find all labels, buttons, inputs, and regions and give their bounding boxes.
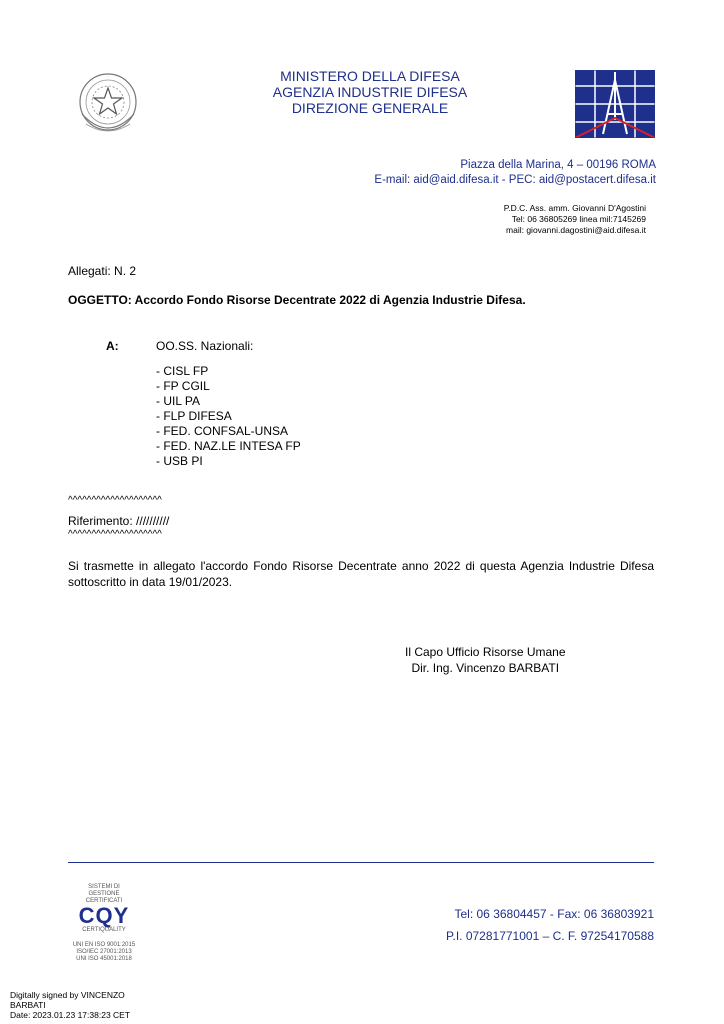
list-item: - CISL FP bbox=[156, 364, 209, 378]
footer-divider bbox=[68, 862, 654, 863]
certification-mark bbox=[72, 884, 136, 963]
header-line-ministry: MINISTERO DELLA DIFESA bbox=[280, 68, 460, 84]
reference-line: Riferimento: ////////// bbox=[68, 514, 170, 528]
signature-role: Il Capo Ufficio Risorse Umane bbox=[405, 645, 566, 659]
contact-block bbox=[504, 203, 646, 236]
subject-line: OGGETTO: Accordo Fondo Risorse Decentrate 2022 di Agenzia Industrie Difesa. bbox=[68, 293, 526, 307]
digital-signature bbox=[10, 990, 130, 1020]
list-item: - FED. NAZ.LE INTESA FP bbox=[156, 439, 301, 453]
footer-tel-fax: Tel: 06 36804457 - Fax: 06 36803921 bbox=[454, 907, 654, 921]
recipients-label: A: bbox=[106, 339, 119, 353]
signature-name: Dir. Ing. Vincenzo BARBATI bbox=[411, 661, 560, 675]
cert-lines bbox=[72, 942, 136, 963]
cert-line: UNI EN ISO 9001:2015 bbox=[72, 942, 136, 948]
footer-piva-cf: P.I. 07281771001 – C. F. 97254170588 bbox=[446, 929, 654, 943]
recipients-list bbox=[156, 364, 301, 469]
digsig-line2: BARBATI bbox=[10, 1000, 46, 1010]
digsig-line3: Date: 2023.01.23 17:38:23 CET bbox=[10, 1010, 131, 1020]
cert-line: ISO/IEC 27001:2013 bbox=[76, 949, 132, 955]
list-item: - FED. CONFSAL-UNSA bbox=[156, 424, 289, 438]
pdc-name: P.D.C. Ass. amm. Giovanni D'Agostini bbox=[503, 203, 646, 213]
cert-logo-text: CQY bbox=[78, 903, 130, 928]
list-item: - USB PI bbox=[156, 454, 203, 468]
cert-line: UNI ISO 45001:2018 bbox=[76, 956, 132, 962]
address-line: Piazza della Marina, 4 – 00196 ROMA bbox=[460, 159, 656, 171]
pdc-phone: Tel: 06 36805269 linea mil:7145269 bbox=[511, 214, 646, 224]
cert-top-text: SISTEMI DI GESTIONE CERTIFICATI bbox=[85, 884, 123, 904]
separator-bottom: ^^^^^^^^^^^^^^^^^^^^ bbox=[68, 529, 162, 540]
footer-contact bbox=[446, 903, 654, 947]
cert-sub-text: CERTIQUALITY bbox=[82, 927, 126, 933]
attachments-line: Allegati: N. 2 bbox=[68, 264, 137, 278]
pdc-mail: mail: giovanni.dagostini@aid.difesa.it bbox=[506, 225, 646, 235]
italian-republic-emblem-icon bbox=[74, 66, 142, 142]
email-line: E-mail: aid@aid.difesa.it - PEC: aid@postacert.difesa.it bbox=[374, 174, 656, 186]
list-item: - FLP DIFESA bbox=[156, 409, 232, 423]
signature-block bbox=[405, 644, 566, 676]
list-item: - UIL PA bbox=[156, 394, 201, 408]
recipients-heading: OO.SS. Nazionali: bbox=[156, 339, 254, 353]
header-line-directorate: DIREZIONE GENERALE bbox=[291, 100, 449, 116]
header-address bbox=[374, 158, 656, 188]
header-title bbox=[240, 68, 500, 116]
separator-top: ^^^^^^^^^^^^^^^^^^^^ bbox=[68, 495, 162, 506]
digsig-line1: Digitally signed by VINCENZO bbox=[10, 990, 125, 1000]
body-paragraph: Si trasmette in allegato l'accordo Fondo Risorse Decentrate anno 2022 di questa Agenzia Industrie Difesa sottoscritto in data 19/01/2023. bbox=[68, 559, 654, 589]
aid-logo-icon bbox=[575, 70, 655, 138]
header-line-agency: AGENZIA INDUSTRIE DIFESA bbox=[272, 84, 468, 100]
list-item: - FP CGIL bbox=[156, 379, 210, 393]
